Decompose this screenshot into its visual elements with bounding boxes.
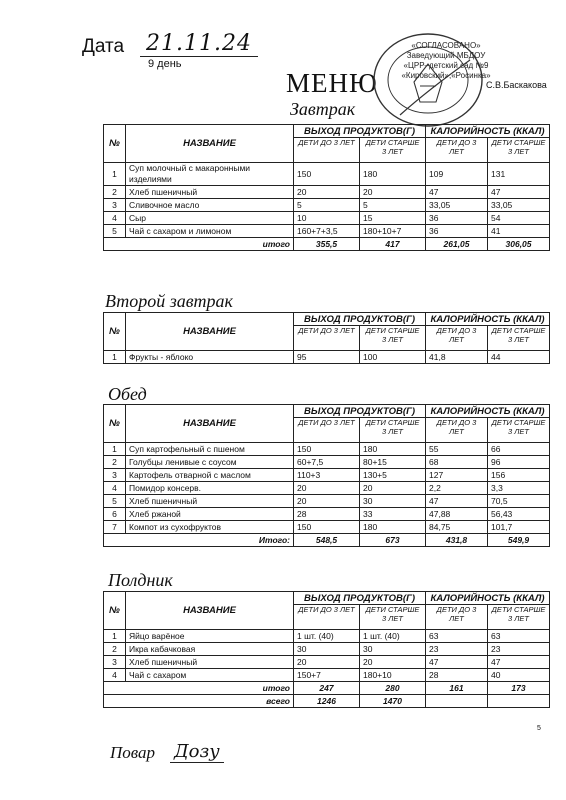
calories-under3: 36 (426, 212, 488, 225)
column-output-header: ВЫХОД ПРОДУКТОВ(Г) (294, 313, 426, 326)
column-over3-header: ДЕТИ СТАРШЕ 3 ЛЕТ (488, 418, 550, 443)
output-over3: 30 (360, 643, 426, 656)
section-title: Второй завтрак (105, 291, 233, 311)
calories-under3: 36 (426, 225, 488, 238)
dish-name: Помидор консерв. (126, 482, 294, 495)
output-over3: 30 (360, 495, 426, 508)
calories-over3: 70,5 (488, 495, 550, 508)
row-number: 3 (104, 199, 126, 212)
calories-over3: 44 (488, 351, 550, 364)
output-under3: 5 (294, 199, 360, 212)
row-number: 4 (104, 482, 126, 495)
total-label: всего (104, 695, 294, 708)
column-output-header: ВЫХОД ПРОДУКТОВ(Г) (294, 592, 426, 605)
dish-name: Картофель отварной с маслом (126, 469, 294, 482)
dish-name: Сливочное масло (126, 199, 294, 212)
row-number: 2 (104, 456, 126, 469)
calories-under3: 47,88 (426, 508, 488, 521)
cook-signature: Дозу (170, 741, 224, 763)
section-title: Обед (108, 384, 147, 404)
dish-name: Суп картофельный с пшеном (126, 443, 294, 456)
output-over3: 180+10 (360, 669, 426, 682)
output-over3: 100 (360, 351, 426, 364)
output-under3: 150 (294, 163, 360, 186)
row-number: 1 (104, 351, 126, 364)
table-header-row (104, 313, 550, 326)
dish-name: Компот из сухофруктов (126, 521, 294, 534)
calories-over3: 101,7 (488, 521, 550, 534)
output-over3: 1 шт. (40) (360, 630, 426, 643)
row-number: 3 (104, 656, 126, 669)
column-name-header: НАЗВАНИЕ (126, 405, 294, 443)
total-output-under3: 247 (294, 682, 360, 695)
total-output-over3: 280 (360, 682, 426, 695)
column-under3-header: ДЕТИ ДО 3 ЛЕТ (426, 326, 488, 351)
calories-over3: 47 (488, 656, 550, 669)
total-calories-under3: 161 (426, 682, 488, 695)
menu-table (103, 312, 550, 364)
output-under3: 110+3 (294, 469, 360, 482)
total-output-over3: 673 (360, 534, 426, 547)
calories-over3: 63 (488, 630, 550, 643)
column-under3-header: ДЕТИ ДО 3 ЛЕТ (294, 605, 360, 630)
output-under3: 10 (294, 212, 360, 225)
output-over3: 130+5 (360, 469, 426, 482)
output-over3: 20 (360, 482, 426, 495)
calories-over3: 96 (488, 456, 550, 469)
calories-over3: 156 (488, 469, 550, 482)
table-row (104, 643, 550, 656)
total-row (104, 695, 550, 708)
calories-under3: 2,2 (426, 482, 488, 495)
output-under3: 20 (294, 495, 360, 508)
total-calories-over3: 173 (488, 682, 550, 695)
column-under3-header: ДЕТИ ДО 3 ЛЕТ (294, 326, 360, 351)
calories-over3: 47 (488, 186, 550, 199)
calories-under3: 55 (426, 443, 488, 456)
section-title: Полдник (108, 570, 173, 590)
calories-under3: 23 (426, 643, 488, 656)
table-row (104, 212, 550, 225)
calories-over3: 40 (488, 669, 550, 682)
table-row (104, 656, 550, 669)
dish-name: Чай с сахаром и лимоном (126, 225, 294, 238)
column-name-header: НАЗВАНИЕ (126, 313, 294, 351)
menu-table (103, 404, 550, 547)
dish-name: Сыр (126, 212, 294, 225)
column-under3-header: ДЕТИ ДО 3 ЛЕТ (294, 418, 360, 443)
calories-over3: 54 (488, 212, 550, 225)
total-calories-under3: 431,8 (426, 534, 488, 547)
column-no-header: № (104, 405, 126, 443)
section-title: Завтрак (290, 99, 356, 119)
total-output-under3: 1246 (294, 695, 360, 708)
total-output-over3: 417 (360, 238, 426, 251)
total-output-over3: 1470 (360, 695, 426, 708)
total-calories-over3 (488, 695, 550, 708)
row-number: 5 (104, 225, 126, 238)
calories-under3: 28 (426, 669, 488, 682)
table-row (104, 225, 550, 238)
table-row (104, 456, 550, 469)
stamp-text (396, 41, 496, 81)
output-under3: 30 (294, 643, 360, 656)
column-no-header: № (104, 592, 126, 630)
column-output-header: ВЫХОД ПРОДУКТОВ(Г) (294, 405, 426, 418)
output-over3: 80+15 (360, 456, 426, 469)
dish-name: Икра кабачковая (126, 643, 294, 656)
row-number: 5 (104, 495, 126, 508)
table-row (104, 443, 550, 456)
dish-name: Суп молочный с макаронными изделиями (126, 163, 294, 186)
total-label: Итого: (104, 534, 294, 547)
column-name-header: НАЗВАНИЕ (126, 125, 294, 163)
row-number: 1 (104, 630, 126, 643)
table-row (104, 199, 550, 212)
calories-under3: 33,05 (426, 199, 488, 212)
column-calories-header: КАЛОРИЙНОСТЬ (ККАЛ) (426, 592, 550, 605)
cook-label: Повар (110, 743, 156, 762)
table-header-row (104, 125, 550, 138)
output-under3: 20 (294, 482, 360, 495)
total-calories-over3: 549,9 (488, 534, 550, 547)
dish-name: Хлеб пшеничный (126, 186, 294, 199)
table-row (104, 351, 550, 364)
stamp-line: «ЦРР–детский сад №9 (403, 61, 489, 70)
column-over3-header: ДЕТИ СТАРШЕ 3 ЛЕТ (360, 138, 426, 163)
stamp-line: Заведующий МБДОУ (406, 51, 486, 60)
dish-name: Хлеб пшеничный (126, 656, 294, 669)
total-row (104, 238, 550, 251)
output-over3: 180+10+7 (360, 225, 426, 238)
row-number: 1 (104, 163, 126, 186)
column-under3-header: ДЕТИ ДО 3 ЛЕТ (426, 138, 488, 163)
stamp-line: «Кировский»,«Росинка» (401, 71, 491, 80)
calories-over3: 56,43 (488, 508, 550, 521)
output-over3: 180 (360, 521, 426, 534)
table-row (104, 163, 550, 186)
column-no-header: № (104, 125, 126, 163)
output-under3: 160+7+3,5 (294, 225, 360, 238)
output-over3: 180 (360, 443, 426, 456)
stamp-line: «СОГЛАСОВАНО» (411, 41, 481, 50)
column-no-header: № (104, 313, 126, 351)
output-over3: 33 (360, 508, 426, 521)
day-label: 9 день (148, 58, 182, 70)
output-under3: 20 (294, 186, 360, 199)
calories-under3: 47 (426, 656, 488, 669)
table-header-row (104, 405, 550, 418)
calories-under3: 47 (426, 495, 488, 508)
total-calories-over3: 306,05 (488, 238, 550, 251)
output-under3: 1 шт. (40) (294, 630, 360, 643)
calories-under3: 68 (426, 456, 488, 469)
output-over3: 15 (360, 212, 426, 225)
table-header-row (104, 592, 550, 605)
dish-name: Яйцо варёное (126, 630, 294, 643)
output-under3: 95 (294, 351, 360, 364)
calories-over3: 66 (488, 443, 550, 456)
column-over3-header: ДЕТИ СТАРШЕ 3 ЛЕТ (488, 326, 550, 351)
total-label: итого (104, 238, 294, 251)
table-row (104, 669, 550, 682)
column-over3-header: ДЕТИ СТАРШЕ 3 ЛЕТ (488, 605, 550, 630)
menu-table (103, 591, 550, 708)
output-under3: 20 (294, 656, 360, 669)
date-label: Дата (82, 36, 125, 57)
calories-over3: 131 (488, 163, 550, 186)
signer-name: С.В.Баскакова (486, 80, 547, 90)
total-row (104, 534, 550, 547)
row-number: 7 (104, 521, 126, 534)
dish-name: Чай с сахаром (126, 669, 294, 682)
total-output-under3: 355,5 (294, 238, 360, 251)
column-under3-header: ДЕТИ ДО 3 ЛЕТ (426, 605, 488, 630)
output-under3: 60+7,5 (294, 456, 360, 469)
column-calories-header: КАЛОРИЙНОСТЬ (ККАЛ) (426, 313, 550, 326)
calories-under3: 63 (426, 630, 488, 643)
calories-under3: 47 (426, 186, 488, 199)
output-under3: 150 (294, 443, 360, 456)
menu-table (103, 124, 550, 251)
total-row (104, 682, 550, 695)
row-number: 6 (104, 508, 126, 521)
column-calories-header: КАЛОРИЙНОСТЬ (ККАЛ) (426, 405, 550, 418)
dish-name: Фрукты - яблоко (126, 351, 294, 364)
column-over3-header: ДЕТИ СТАРШЕ 3 ЛЕТ (360, 418, 426, 443)
row-number: 4 (104, 669, 126, 682)
calories-under3: 109 (426, 163, 488, 186)
table-row (104, 495, 550, 508)
total-calories-under3 (426, 695, 488, 708)
row-number: 2 (104, 643, 126, 656)
row-number: 3 (104, 469, 126, 482)
table-row (104, 469, 550, 482)
calories-over3: 3,3 (488, 482, 550, 495)
calories-over3: 33,05 (488, 199, 550, 212)
calories-under3: 41,8 (426, 351, 488, 364)
column-over3-header: ДЕТИ СТАРШЕ 3 ЛЕТ (360, 326, 426, 351)
column-over3-header: ДЕТИ СТАРШЕ 3 ЛЕТ (488, 138, 550, 163)
column-over3-header: ДЕТИ СТАРШЕ 3 ЛЕТ (360, 605, 426, 630)
column-output-header: ВЫХОД ПРОДУКТОВ(Г) (294, 125, 426, 138)
row-number: 2 (104, 186, 126, 199)
output-under3: 150 (294, 521, 360, 534)
calories-under3: 127 (426, 469, 488, 482)
output-under3: 150+7 (294, 669, 360, 682)
menu-title: МЕНЮ (286, 68, 378, 98)
output-under3: 28 (294, 508, 360, 521)
dish-name: Хлеб пшеничный (126, 495, 294, 508)
output-over3: 20 (360, 186, 426, 199)
calories-over3: 23 (488, 643, 550, 656)
row-number: 1 (104, 443, 126, 456)
calories-over3: 41 (488, 225, 550, 238)
table-row (104, 508, 550, 521)
total-calories-under3: 261,05 (426, 238, 488, 251)
output-over3: 5 (360, 199, 426, 212)
dish-name: Хлеб ржаной (126, 508, 294, 521)
calories-under3: 84,75 (426, 521, 488, 534)
date-value: 21.11.24 (140, 31, 258, 57)
total-output-under3: 548,5 (294, 534, 360, 547)
column-under3-header: ДЕТИ ДО 3 ЛЕТ (294, 138, 360, 163)
column-name-header: НАЗВАНИЕ (126, 592, 294, 630)
total-label: итого (104, 682, 294, 695)
column-under3-header: ДЕТИ ДО 3 ЛЕТ (426, 418, 488, 443)
table-row (104, 186, 550, 199)
output-over3: 20 (360, 656, 426, 669)
column-calories-header: КАЛОРИЙНОСТЬ (ККАЛ) (426, 125, 550, 138)
corner-mark: 5 (537, 725, 541, 732)
table-row (104, 521, 550, 534)
output-over3: 180 (360, 163, 426, 186)
dish-name: Голубцы ленивые с соусом (126, 456, 294, 469)
row-number: 4 (104, 212, 126, 225)
table-row (104, 630, 550, 643)
table-row (104, 482, 550, 495)
